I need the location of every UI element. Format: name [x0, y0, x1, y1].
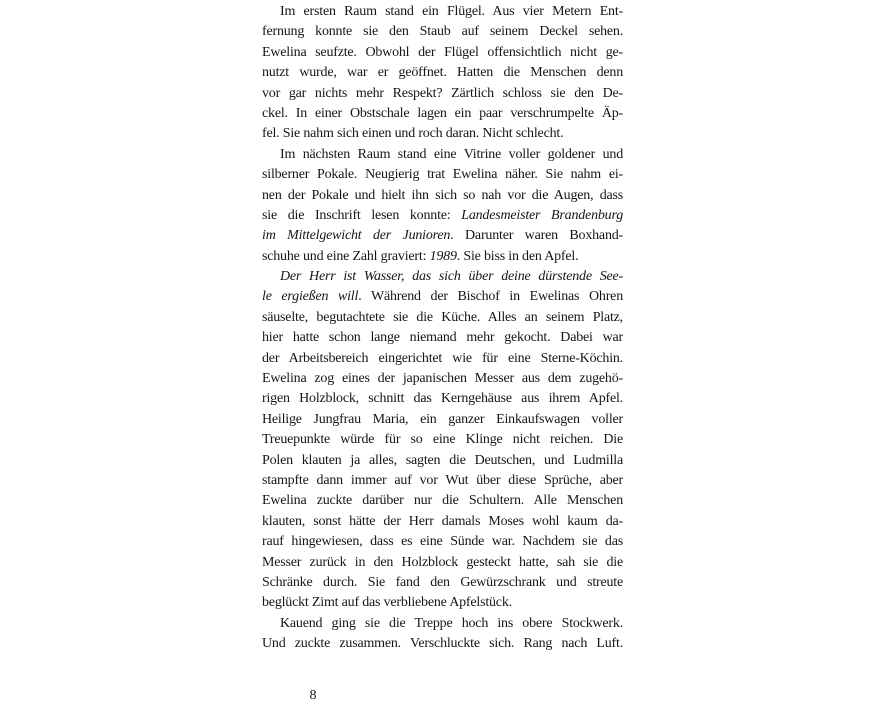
text-line: Schränke durch. Sie fand den Gewürzschrank und streute	[262, 574, 623, 590]
text-line: Der Herr ist Wasser, das sich über deine dürstende See-	[280, 269, 623, 285]
text-line: nutzt wurde, war er geöffnet. Hatten die Menschen denn	[262, 65, 623, 81]
text-line: rigen Holzblock, schnitt das Kerngehäuse aus ihrem Apfel.	[262, 391, 623, 407]
text-line: le ergießen will. Während der Bischof in Ewelinas Ohren	[262, 289, 623, 305]
text-line: fernung konnte sie den Staub auf seinem Deckel sehen.	[262, 24, 623, 40]
text-line: klauten, sonst hätte der Herr damals Moses wohl kaum da-	[262, 513, 623, 529]
text-line: schuhe und eine Zahl graviert: 1989. Sie biss in den Apfel.	[262, 248, 579, 264]
text-line: silberner Pokale. Neugierig trat Ewelina näher. Sie nahm ei-	[262, 167, 623, 183]
text-line: Ewelina zog eines der japanischen Messer aus dem zugehö-	[262, 371, 623, 387]
text-line: Im nächsten Raum stand eine Vitrine voller goldener und	[280, 146, 623, 162]
text-line: beglückt Zimt auf das verbliebene Apfelstück.	[262, 595, 512, 611]
text-line: vor gar nichts mehr Respekt? Zärtlich schloss sie den De-	[262, 85, 623, 101]
text-line: sie die Inschrift lesen konnte: Landesmeister Brandenburg	[262, 207, 623, 223]
text-line: fel. Sie nahm sich einen und roch daran. Nicht schlecht.	[262, 126, 564, 142]
text-line: Messer zurück in den Holzblock gesteckt hatte, sah sie die	[262, 554, 623, 570]
text-line: Ewelina zuckte darüber nur die Schultern. Alle Menschen	[262, 493, 623, 509]
text-line: Treuepunkte würde für so eine Klinge nicht reichen. Die	[262, 432, 623, 448]
text-line: ckel. In einer Obstschale lagen ein paar verschrumpelte Äp-	[262, 105, 623, 121]
text-line: Im ersten Raum stand ein Flügel. Aus vier Metern Ent-	[280, 4, 623, 19]
text-line: Kauend ging sie die Treppe hoch ins obere Stockwerk.	[280, 615, 623, 631]
text-line: im Mittelgewicht der Junioren. Darunter waren Boxhand-	[262, 228, 624, 244]
text-line: stampfte dann immer auf vor Wut über diese Sprüche, aber	[262, 472, 623, 488]
text-line: Ewelina seufzte. Obwohl der Flügel offensichtlich nicht ge-	[262, 44, 623, 60]
page-number: 8	[309, 688, 317, 703]
text-line: säuselte, begutachtete sie die Küche. Alles an seinem Platz,	[262, 309, 623, 325]
text-column	[262, 2, 623, 655]
text-line: der Arbeitsbereich eingerichtet wie für eine Sterne-Köchin.	[262, 350, 623, 366]
text-line: rauf hingewiesen, dass es eine Sünde war. Nachdem sie das	[262, 534, 623, 550]
text-line: Und zuckte zusammen. Verschluckte sich. Rang nach Luft.	[262, 636, 623, 652]
text-line: Heilige Jungfrau Maria, ein ganzer Einkaufswagen voller	[262, 411, 623, 427]
text-line: nen der Pokale und hielt ihn sich so nah vor die Augen, dass	[262, 187, 623, 203]
text-line: hier hatte schon lange niemand mehr gekocht. Dabei war	[262, 330, 623, 346]
text-line: Polen klauten ja alles, sagten die Deutschen, und Ludmilla	[262, 452, 623, 468]
